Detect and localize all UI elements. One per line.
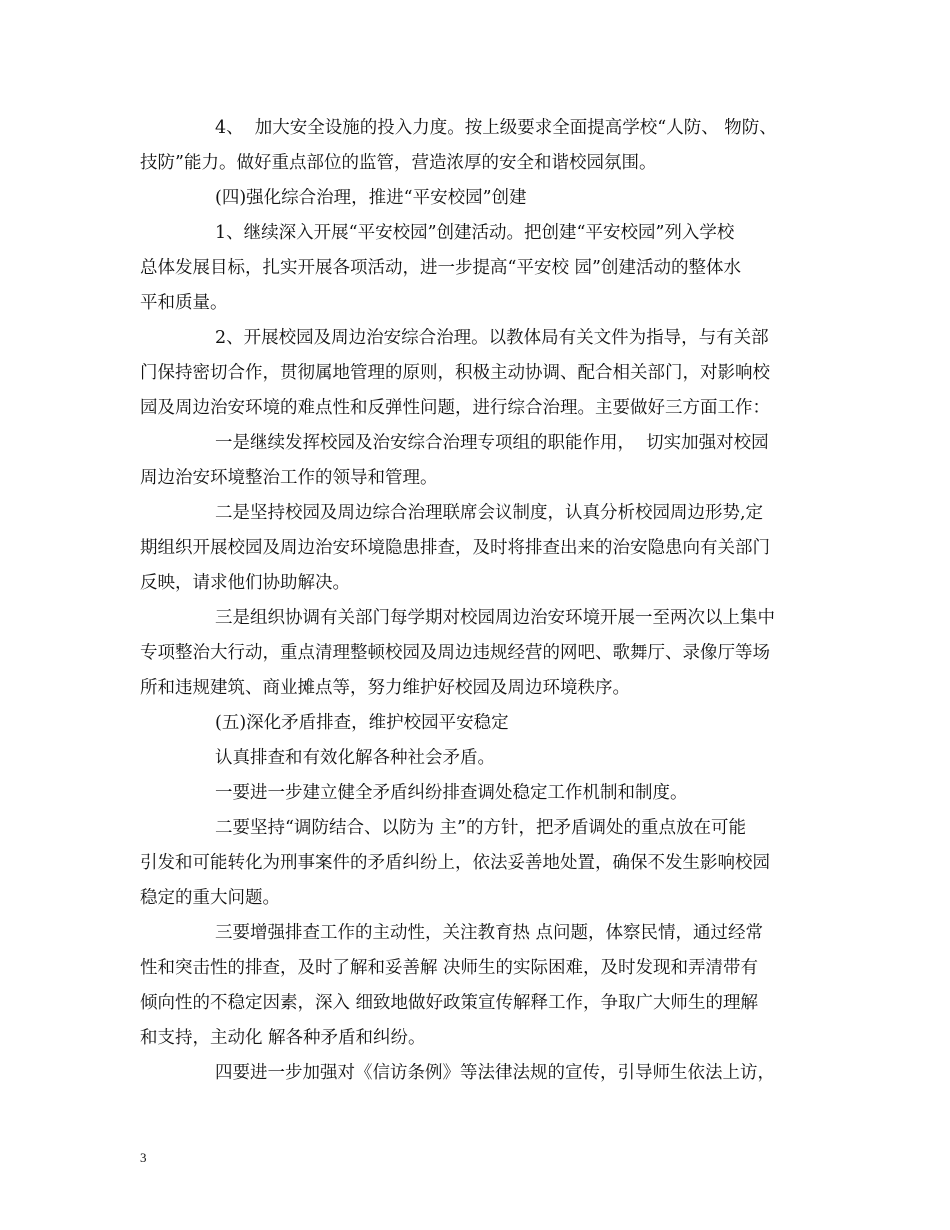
paragraph-line: 和支持，主动化 解各种矛盾和纠纷。: [140, 1028, 426, 1048]
paragraph-line: 平和质量。: [140, 293, 228, 313]
paragraph-line: 门保持密切合作，贯彻属地管理的原则，积极主动协调、配合相关部门，对影响校: [140, 363, 770, 383]
paragraph-line: 周边治安环境整治工作的领导和管理。: [140, 468, 438, 488]
paragraph-line: 认真排查和有效化解各种社会矛盾。: [215, 748, 495, 768]
paragraph-line: 园及周边治安环境的难点性和反弹性问题，进行综合治理。主要做好三方面工作：: [140, 398, 770, 418]
paragraph-line: 性和突击性的排查，及时了解和妥善解 决师生的实际困难，及时发现和弄清带有: [140, 958, 759, 978]
paragraph-line: 三是组织协调有关部门每学期对校园周边治安环境开展一至两次以上集中: [215, 608, 775, 628]
paragraph-line: 二是坚持校园及周边综合治理联席会议制度，认真分析校园周边形势,定: [215, 503, 764, 523]
paragraph-line: 4、 加大安全设施的投入力度。按上级要求全面提高学校“人防、 物防、: [215, 118, 777, 138]
paragraph-line: 期组织开展校园及周边治安环境隐患排查，及时将排查出来的治安隐患向有关部门: [140, 538, 770, 558]
paragraph-line: 反映，请求他们协助解决。: [140, 573, 350, 593]
paragraph-line: 稳定的重大问题。: [140, 888, 280, 908]
paragraph-line: 三要增强排查工作的主动性，关注教育热 点问题，体察民情，通过经常: [215, 923, 764, 943]
page-number: 3: [140, 1150, 147, 1165]
paragraph-line: 专项整治大行动，重点清理整顿校园及周边违规经营的网吧、歌舞厅、录像厅等场: [140, 643, 770, 663]
paragraph-line: 倾向性的不稳定因素，深入 细致地做好政策宣传解释工作，争取广大师生的理解: [140, 993, 759, 1013]
paragraph-line: 1、继续深入开展“平安校园”创建活动。把创建“平安校园”列入学校: [215, 223, 735, 243]
section-heading: (四)强化综合治理，推进“平安校园”创建: [215, 188, 527, 208]
paragraph-line: 引发和可能转化为刑事案件的矛盾纠纷上，依法妥善地处置，确保不发生影响校园: [140, 853, 770, 873]
paragraph-line: 2、开展校园及周边治安综合治理。以教体局有关文件为指导，与有关部: [215, 328, 769, 348]
paragraph-line: 二要坚持“调防结合、以防为 主”的方针，把矛盾调处的重点放在可能: [215, 818, 746, 838]
paragraph-line: 一是继续发挥校园及治安综合治理专项组的职能作用， 切实加强对校园: [215, 433, 769, 453]
paragraph-line: 技防”能力。做好重点部位的监管，营造浓厚的安全和谐校园氛围。: [140, 153, 657, 173]
paragraph-line: 四要进一步加强对《信访条例》等法律法规的宣传，引导师生依法上访，: [215, 1063, 775, 1083]
section-heading: (五)深化矛盾排查，维护校园平安稳定: [215, 713, 509, 733]
paragraph-line: 所和违规建筑、商业摊点等，努力维护好校园及周边环境秩序。: [140, 678, 630, 698]
paragraph-line: 总体发展目标，扎实开展各项活动，进一步提高“平安校 园”创建活动的整体水: [140, 258, 741, 278]
paragraph-line: 一要进一步建立健全矛盾纠纷排查调处稳定工作机制和制度。: [215, 783, 688, 803]
